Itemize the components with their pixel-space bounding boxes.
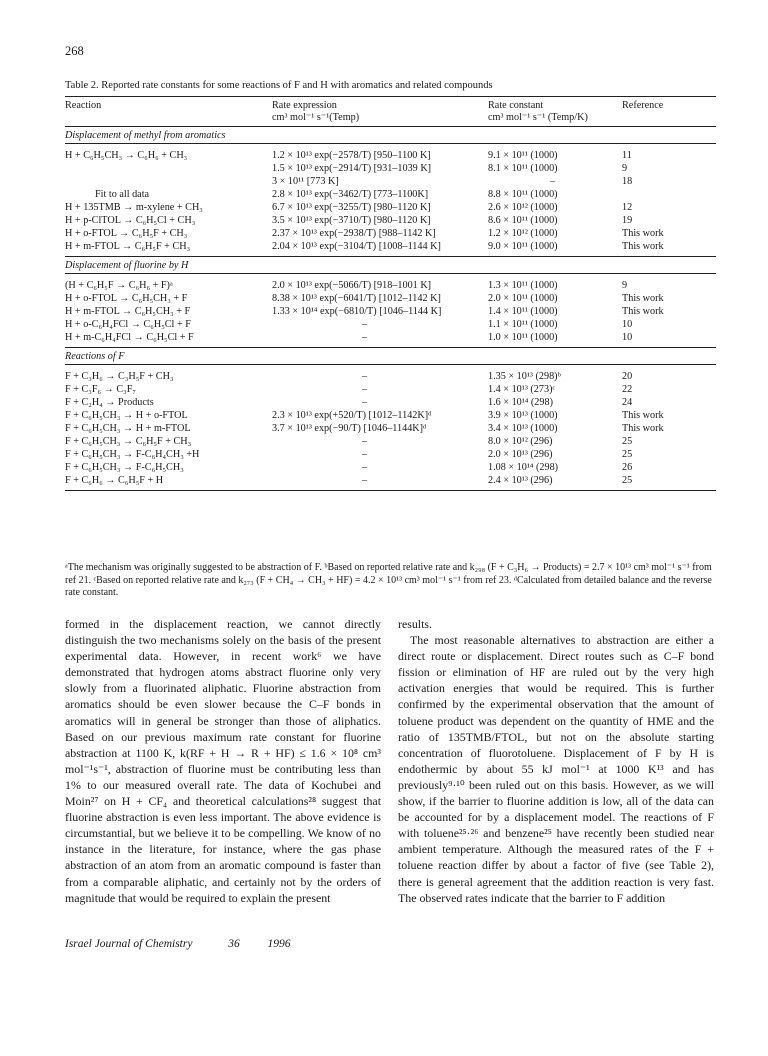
header-rate-constant: Rate constant cm³ mol⁻¹ s⁻¹ (Temp/K): [488, 97, 622, 127]
body-paragraph: results.: [398, 617, 433, 631]
body-right-column: [398, 616, 714, 906]
cell-const: 2.0 × 10¹¹ (1000): [488, 293, 558, 304]
cell-ref: This work: [622, 241, 664, 252]
cell-reaction: H + o-FTOL → C₆H₅F + CH₃: [65, 228, 188, 239]
cell-reaction: F + C₆H₅CH₃ → F-C₆H₅CH₃: [65, 462, 184, 473]
table-row: [65, 409, 716, 422]
cell-ref: 9: [622, 280, 628, 291]
cell-expr: 1.33 × 10¹⁴ exp(−6810/T) [1046–1144 K]: [272, 306, 442, 317]
cell-ref: 25: [622, 449, 633, 460]
cell-ref: This work: [622, 423, 664, 434]
cell-reaction: F + C₆H₅CH₃ → H + m-FTOL: [65, 423, 191, 434]
cell-reaction: F + C₆H₅CH₃ → H + o-FTOL: [65, 410, 188, 421]
journal-volume: 36: [228, 938, 240, 950]
header-rate-expression: Rate expression cm³ mol⁻¹ s⁻¹(Temp): [272, 97, 488, 127]
table-row: [65, 144, 716, 163]
table-row: [65, 274, 716, 293]
journal-year: 1996: [267, 938, 291, 950]
cell-const: 8.1 × 10¹¹ (1000): [488, 163, 558, 174]
table-row: [65, 240, 716, 257]
cell-expr: 3.7 × 10¹³ exp(−90/T) [1046–1144K]ᵈ: [272, 423, 427, 434]
cell-expr: 6.7 × 10¹³ exp(−3255/T) [980–1120 K]: [272, 202, 431, 213]
journal-name: Israel Journal of Chemistry: [65, 938, 193, 950]
cell-expr: 2.3 × 10¹³ exp(+520/T) [1012–1142K]ᵈ: [272, 410, 432, 421]
table-row: [65, 305, 716, 318]
cell-ref: 9: [622, 163, 628, 174]
cell-expr: 2.8 × 10¹³ exp(−3462/T) [773–1100K]: [272, 189, 429, 200]
cell-reaction: F + C₆H₆ → C₆H₅F + H: [65, 474, 272, 491]
cell-reaction: H + 135TMB → m-xylene + CH₃: [65, 202, 203, 213]
cell-expr: 2.0 × 10¹³ exp(−5066/T) [918–1001 K]: [272, 280, 432, 291]
cell-ref: 26: [622, 462, 633, 473]
cell-expr: –: [362, 449, 368, 460]
cell-ref: 12: [622, 202, 633, 213]
cell-const: 1.1 × 10¹¹ (1000): [488, 319, 558, 330]
table-header-row: [65, 97, 716, 127]
table-row: [65, 331, 716, 348]
cell-reaction: Fit to all data: [95, 189, 150, 200]
table-row: [65, 435, 716, 448]
cell-reaction: H + m-C₆H₄FCl → C₆H₅Cl + F: [65, 332, 194, 343]
table-row: [65, 318, 716, 331]
table-row: [65, 396, 716, 409]
cell-const: 1.6 × 10¹⁴ (298): [488, 397, 553, 408]
section-header-row: [65, 127, 716, 144]
cell-ref: 18: [622, 176, 633, 187]
journal-footer: [65, 938, 290, 950]
cell-const: 2.4 × 10¹³ (296): [488, 474, 622, 491]
table-row: [65, 227, 716, 240]
body-left-column: [65, 616, 381, 906]
header-reaction: Reaction: [65, 97, 272, 127]
cell-reaction: F + C₆H₅CH₃ → C₆H₅F + CH₃: [65, 436, 192, 447]
cell-reaction: (H + C₆H₅F → C₆H₆ + F)ᵃ: [65, 280, 173, 291]
cell-ref: 11: [622, 150, 632, 161]
table-row: [65, 162, 716, 175]
cell-expr: –: [362, 332, 368, 343]
cell-const: 1.4 × 10¹³ (273)ᶜ: [488, 384, 556, 395]
cell-ref: 20: [622, 371, 633, 382]
body-paragraph: formed in the displacement reaction, we cannot directly distinguish the two mechanisms solely on the basis of the present experimental data. However, in recent work⁶ we have demonstrated that hydrogen atoms abstract fluorine only very slowly from a fluorinated aliphatic. Fluorine abstraction from aromatics should be even slower because the C–F bonds in aromatics will in general be stronger than those of aliphatics. Based on our previous maximum rate constant for fluorine abstraction at 1100 K, k(RF + H → R + HF) ≤ 1.6 × 10⁸ cm³ mol⁻¹s⁻¹, abstraction of fluorine must be contributing less than 1% to our measured overall rate. The data of Kochubei and Moin²⁷ on H + CF₄ and theoretical calculations²⁸ suggest that fluorine abstraction is even less important. The above evidence is circumstantial, but we believe it to be compelling. We know of no instance in the literature, for instance, where the gas phase abstraction of an atom from an aromatic compound is faster than from a comparable aliphatic, and certainly not by the orders of magnitude that would be required to explain the present: [65, 617, 381, 905]
section-header-row: [65, 257, 716, 274]
cell-ref: 22: [622, 384, 633, 395]
cell-expr: –: [362, 462, 368, 473]
cell-reaction: [65, 162, 272, 175]
table-row: [65, 422, 716, 435]
cell-ref: 24: [622, 397, 633, 408]
cell-expr: –: [362, 371, 368, 382]
cell-expr: –: [272, 474, 488, 491]
cell-expr: –: [362, 397, 368, 408]
cell-const: 8.0 × 10¹² (296): [488, 436, 553, 447]
cell-expr: 8.38 × 10¹³ exp(−6041/T) [1012–1142 K]: [272, 293, 441, 304]
cell-ref: 25: [622, 436, 633, 447]
cell-const: 8.6 × 10¹¹ (1000): [488, 215, 558, 226]
cell-reaction: H + C₆H₅CH₃ → C₆H₆ + CH₃: [65, 150, 188, 161]
table-row: [65, 365, 716, 384]
cell-const: 3.9 × 10¹³ (1000): [488, 410, 558, 421]
table-row: [65, 188, 716, 201]
cell-expr: 3 × 10¹¹ [773 K]: [272, 176, 339, 187]
cell-expr: 2.04 × 10¹³ exp(−3104/T) [1008–1144 K]: [272, 241, 441, 252]
cell-ref: 10: [622, 332, 633, 343]
table-row: [65, 201, 716, 214]
cell-expr: 1.2 × 10¹³ exp(−2578/T) [950–1100 K]: [272, 150, 431, 161]
table-row: [65, 175, 716, 188]
cell-reaction: H + m-FTOL → C₆H₅F + CH₃: [65, 241, 191, 252]
section-header-row: [65, 348, 716, 365]
table-footnotes: ᵃThe mechanism was originally suggested to be abstraction of F. ᵇBased on reported relative rate and k₂₉₈ (F + C₃H₆ → Products) = 2.7 × 10¹³ cm³ mol⁻¹ s⁻¹ from ref 21. ᶜBased on reported relative rate and k₂₇₃ (F + CH₄ → CH₃ + HF) = 4.2 × 10¹³ cm³ mol⁻¹ s⁻¹ from ref 23. ᵈCalculated from detailed balance and the reverse rate constant.: [65, 562, 712, 598]
cell-reaction: F + C₃F₆ → C₃F₇: [65, 384, 136, 395]
cell-const: 1.4 × 10¹¹ (1000): [488, 306, 558, 317]
cell-const: 1.35 × 10¹³ (298)ᵇ: [488, 371, 561, 382]
cell-const: 1.2 × 10¹² (1000): [488, 228, 558, 239]
cell-ref: This work: [622, 228, 664, 239]
cell-const: 1.08 × 10¹⁴ (298): [488, 462, 559, 473]
page-number: 268: [65, 44, 84, 58]
cell-ref: This work: [622, 410, 664, 421]
cell-const: 9.1 × 10¹¹ (1000): [488, 150, 558, 161]
cell-const: 2.6 × 10¹² (1000): [488, 202, 558, 213]
cell-const: 3.4 × 10¹³ (1000): [488, 423, 558, 434]
cell-const: 1.0 × 10¹¹ (1000): [488, 332, 558, 343]
section-title: Displacement of methyl from aromatics: [65, 127, 716, 144]
cell-reaction: F + C₃H₆ → C₃H₅F + CH₃: [65, 371, 174, 382]
section-title: Displacement of fluorine by H: [65, 257, 716, 274]
cell-ref: This work: [622, 306, 664, 317]
cell-reaction: H + o-C₆H₄FCl → C₆H₅Cl + F: [65, 319, 191, 330]
cell-const: 9.0 × 10¹¹ (1000): [488, 241, 558, 252]
table-row: [65, 474, 716, 491]
body-paragraph: The most reasonable alternatives to abstraction are either a direct route or displacement. Direct routes such as C–F bond fission or elimination of HF are ruled out by the very high activation energies that would be required. This is further confirmed by the experimental observation that the amount of toluene product was dependent on the quantity of HME and the ratio of 135TMB/FTOL, but not on the absolute starting concentration of fluorotoluene. Displacement of F by H is endothermic by about 55 kJ mol⁻¹ at 1000 K¹³ and has previously⁹·¹⁰ been ruled out on this basis. However, as we will show, if the barrier to fluorine addition is low, all of the data can be accounted for by a displacement model. The reactions of F with toluene²⁵·²⁶ and benzene²⁵ have recently been studied near ambient temperature. Although the measured rates of the F + toluene reaction differ by about a factor of five (see Table 2), there is general agreement that the addition reaction is very fast. The observed rates indicate that the barrier to F addition: [398, 633, 714, 905]
rate-constants-table: [65, 96, 716, 491]
cell-const: 1.3 × 10¹¹ (1000): [488, 280, 558, 291]
cell-reaction: H + m-FTOL → C₆H₅CH₃ + F: [65, 306, 191, 317]
cell-expr: –: [362, 436, 368, 447]
cell-expr: 3.5 × 10¹³ exp(−3710/T) [980–1120 K]: [272, 215, 431, 226]
table-row: [65, 383, 716, 396]
cell-const: 8.8 × 10¹¹ (1000): [488, 189, 558, 200]
table-row: [65, 214, 716, 227]
table-row: [65, 448, 716, 461]
cell-reaction: H + o-FTOL → C₆H₅CH₃ + F: [65, 293, 188, 304]
cell-ref: This work: [622, 293, 664, 304]
cell-reaction: [65, 175, 272, 188]
cell-ref: 25: [622, 474, 716, 491]
cell-reaction: H + p-ClTOL → C₆H₅Cl + CH₃: [65, 215, 196, 226]
cell-ref: [622, 188, 716, 201]
cell-ref: 10: [622, 319, 633, 330]
cell-ref: 19: [622, 215, 633, 226]
cell-expr: 1.5 × 10¹³ exp(−2914/T) [931–1039 K]: [272, 163, 432, 174]
cell-const: 2.0 × 10¹³ (296): [488, 449, 553, 460]
cell-const: –: [550, 176, 556, 187]
cell-expr: –: [362, 319, 368, 330]
cell-reaction: F + C₆H₅CH₃ → F-C₆H₄CH₃ +H: [65, 449, 200, 460]
cell-expr: –: [362, 384, 368, 395]
table-row: [65, 292, 716, 305]
section-title: Reactions of F: [65, 348, 716, 365]
table-caption: Table 2. Reported rate constants for some reactions of F and H with aromatics and related compounds: [65, 80, 493, 91]
table-row: [65, 461, 716, 474]
cell-expr: 2.37 × 10¹³ exp(−2938/T) [988–1142 K]: [272, 228, 436, 239]
header-reference: Reference: [622, 97, 716, 127]
cell-reaction: F + C₂H₄ → Products: [65, 397, 154, 408]
